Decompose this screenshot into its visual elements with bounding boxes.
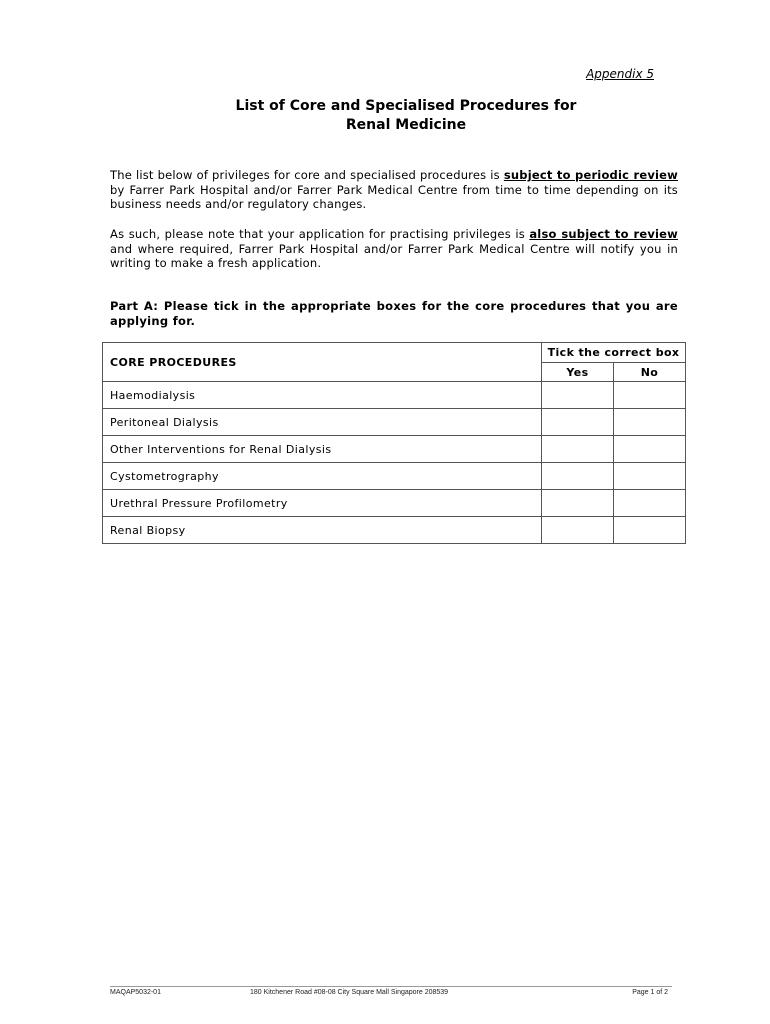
tick-box-header: Tick the correct box <box>542 343 686 363</box>
no-checkbox-cell[interactable] <box>614 409 686 436</box>
no-checkbox-cell[interactable] <box>614 490 686 517</box>
core-procedures-table <box>102 342 686 544</box>
procedure-name: Urethral Pressure Profilometry <box>103 490 542 517</box>
no-checkbox-cell[interactable] <box>614 436 686 463</box>
intro-p2-text-start: As such, please note that your application for practising privileges is <box>110 227 530 241</box>
procedure-name: Renal Biopsy <box>103 517 542 544</box>
page-title <box>110 97 702 135</box>
appendix-label: Appendix 5 <box>586 67 654 81</box>
intro-p2-emphasis: also subject to review <box>529 227 678 241</box>
intro-paragraph-2 <box>110 227 678 271</box>
footer-divider <box>110 986 672 987</box>
table-header-row <box>103 343 686 363</box>
table-row <box>103 517 686 544</box>
intro-paragraph-1 <box>110 168 678 212</box>
table-row <box>103 490 686 517</box>
table-row <box>103 382 686 409</box>
intro-p2-text-end: and where required, Farrer Park Hospital and/or Farrer Park Medical Centre will notify you in writing to make a fresh application. <box>110 241 678 270</box>
procedure-name: Haemodialysis <box>103 382 542 409</box>
table-row <box>103 463 686 490</box>
yes-checkbox-cell[interactable] <box>542 463 614 490</box>
yes-checkbox-cell[interactable] <box>542 490 614 517</box>
core-procedures-header: CORE PROCEDURES <box>103 343 542 382</box>
title-line-2: Renal Medicine <box>345 117 467 133</box>
intro-p1-emphasis: subject to periodic review <box>503 168 678 182</box>
yes-checkbox-cell[interactable] <box>542 436 614 463</box>
footer-page-number: Page 1 of 2 <box>632 989 668 996</box>
table-row <box>103 409 686 436</box>
procedure-name: Peritoneal Dialysis <box>103 409 542 436</box>
no-checkbox-cell[interactable] <box>614 463 686 490</box>
no-header: No <box>614 363 686 382</box>
table-row <box>103 436 686 463</box>
no-checkbox-cell[interactable] <box>614 517 686 544</box>
yes-checkbox-cell[interactable] <box>542 517 614 544</box>
procedure-name: Cystometrography <box>103 463 542 490</box>
title-line-1: List of Core and Specialised Procedures for <box>235 98 577 114</box>
intro-p1-text-start: The list below of privileges for core and specialised procedures is <box>110 168 504 182</box>
yes-checkbox-cell[interactable] <box>542 409 614 436</box>
yes-checkbox-cell[interactable] <box>542 382 614 409</box>
no-checkbox-cell[interactable] <box>614 382 686 409</box>
footer-doc-code: MAQAP5032-01 <box>110 989 161 996</box>
intro-p1-text-end: by Farrer Park Hospital and/or Farrer Park Medical Centre from time to time depending on its business needs and/or regulatory changes. <box>110 182 678 211</box>
procedure-name: Other Interventions for Renal Dialysis <box>103 436 542 463</box>
yes-header: Yes <box>542 363 614 382</box>
footer-address: 180 Kitchener Road #08-08 City Square Mall Singapore 208539 <box>250 989 449 996</box>
part-a-instruction: Part A: Please tick in the appropriate boxes for the core procedures that you are applying for. <box>110 299 678 328</box>
